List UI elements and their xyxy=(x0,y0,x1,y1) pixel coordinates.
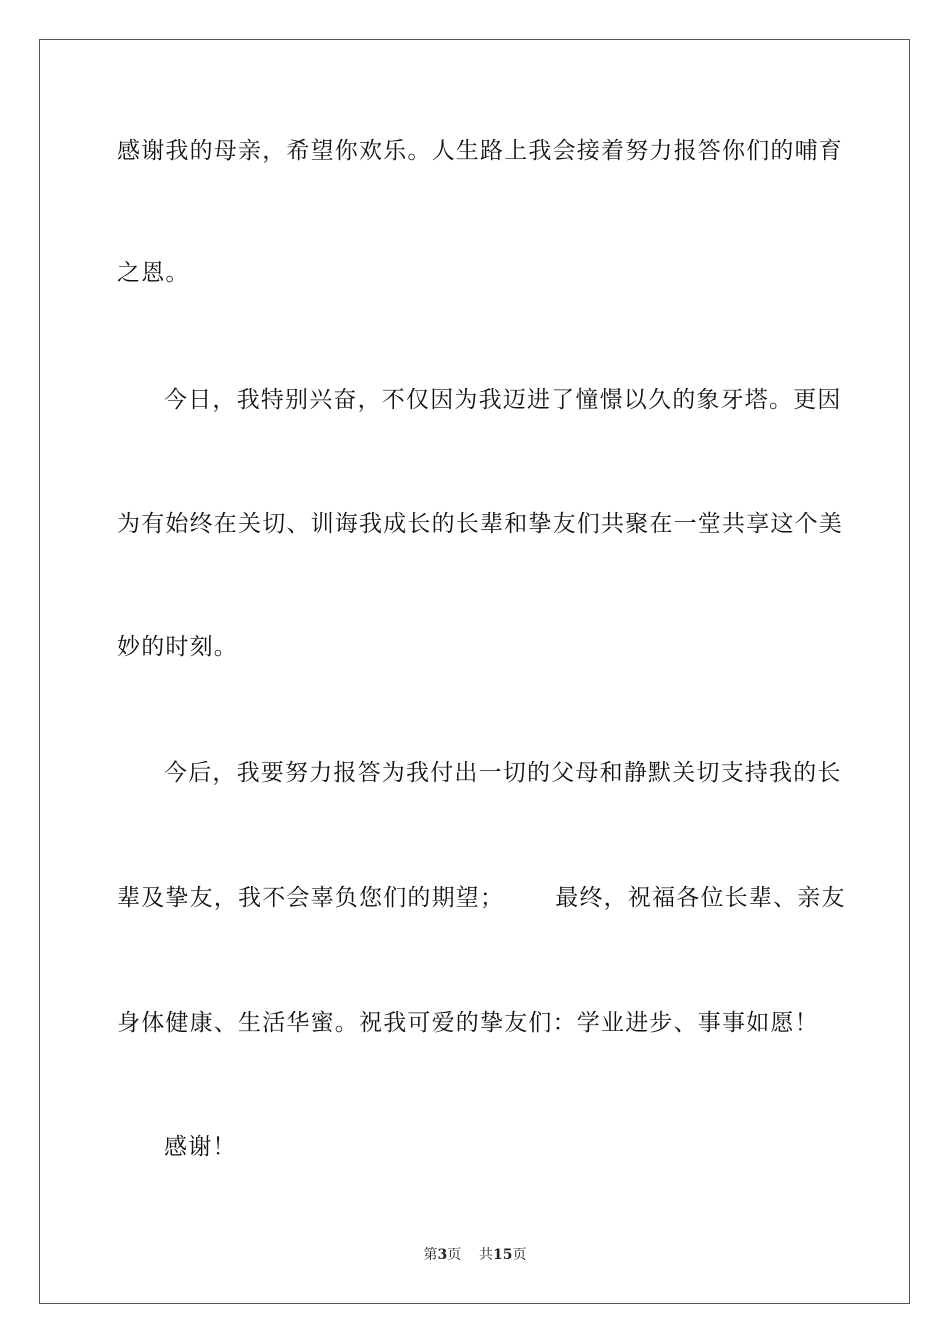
page-border xyxy=(39,39,910,1304)
paragraph-line-1: 感谢我的母亲，希望你欢乐。人生路上我会接着努力报答你们的哺育 xyxy=(117,138,843,164)
footer-total-pages: 15 xyxy=(493,1247,513,1263)
footer-page-suffix: 页 xyxy=(447,1247,462,1263)
paragraph-line-6: 今后，我要努力报答为我付出一切的父母和静默关切支持我的长 xyxy=(164,760,842,786)
footer-total-prefix: 共 xyxy=(479,1247,494,1263)
paragraph-line-9: 感谢！ xyxy=(164,1134,237,1160)
footer-total-suffix: 页 xyxy=(512,1247,527,1263)
paragraph-line-3: 今日，我特别兴奋，不仅因为我迈进了憧憬以久的象牙塔。更因 xyxy=(164,387,842,413)
footer-page-prefix: 第 xyxy=(423,1247,438,1263)
paragraph-line-7: 辈及挚友，我不会辜负您们的期望； 最终，祝福各位长辈、亲友 xyxy=(117,885,846,911)
paragraph-line-5: 妙的时刻。 xyxy=(117,634,238,660)
page-footer xyxy=(0,1246,950,1264)
paragraph-line-8: 身体健康、生活华蜜。祝我可爱的挚友们：学业进步、事事如愿！ xyxy=(117,1010,819,1036)
paragraph-line-2: 之恩。 xyxy=(117,260,190,286)
footer-page-number: 3 xyxy=(437,1247,448,1263)
paragraph-line-4: 为有始终在关切、训诲我成长的长辈和挚友们共聚在一堂共享这个美 xyxy=(117,511,843,537)
